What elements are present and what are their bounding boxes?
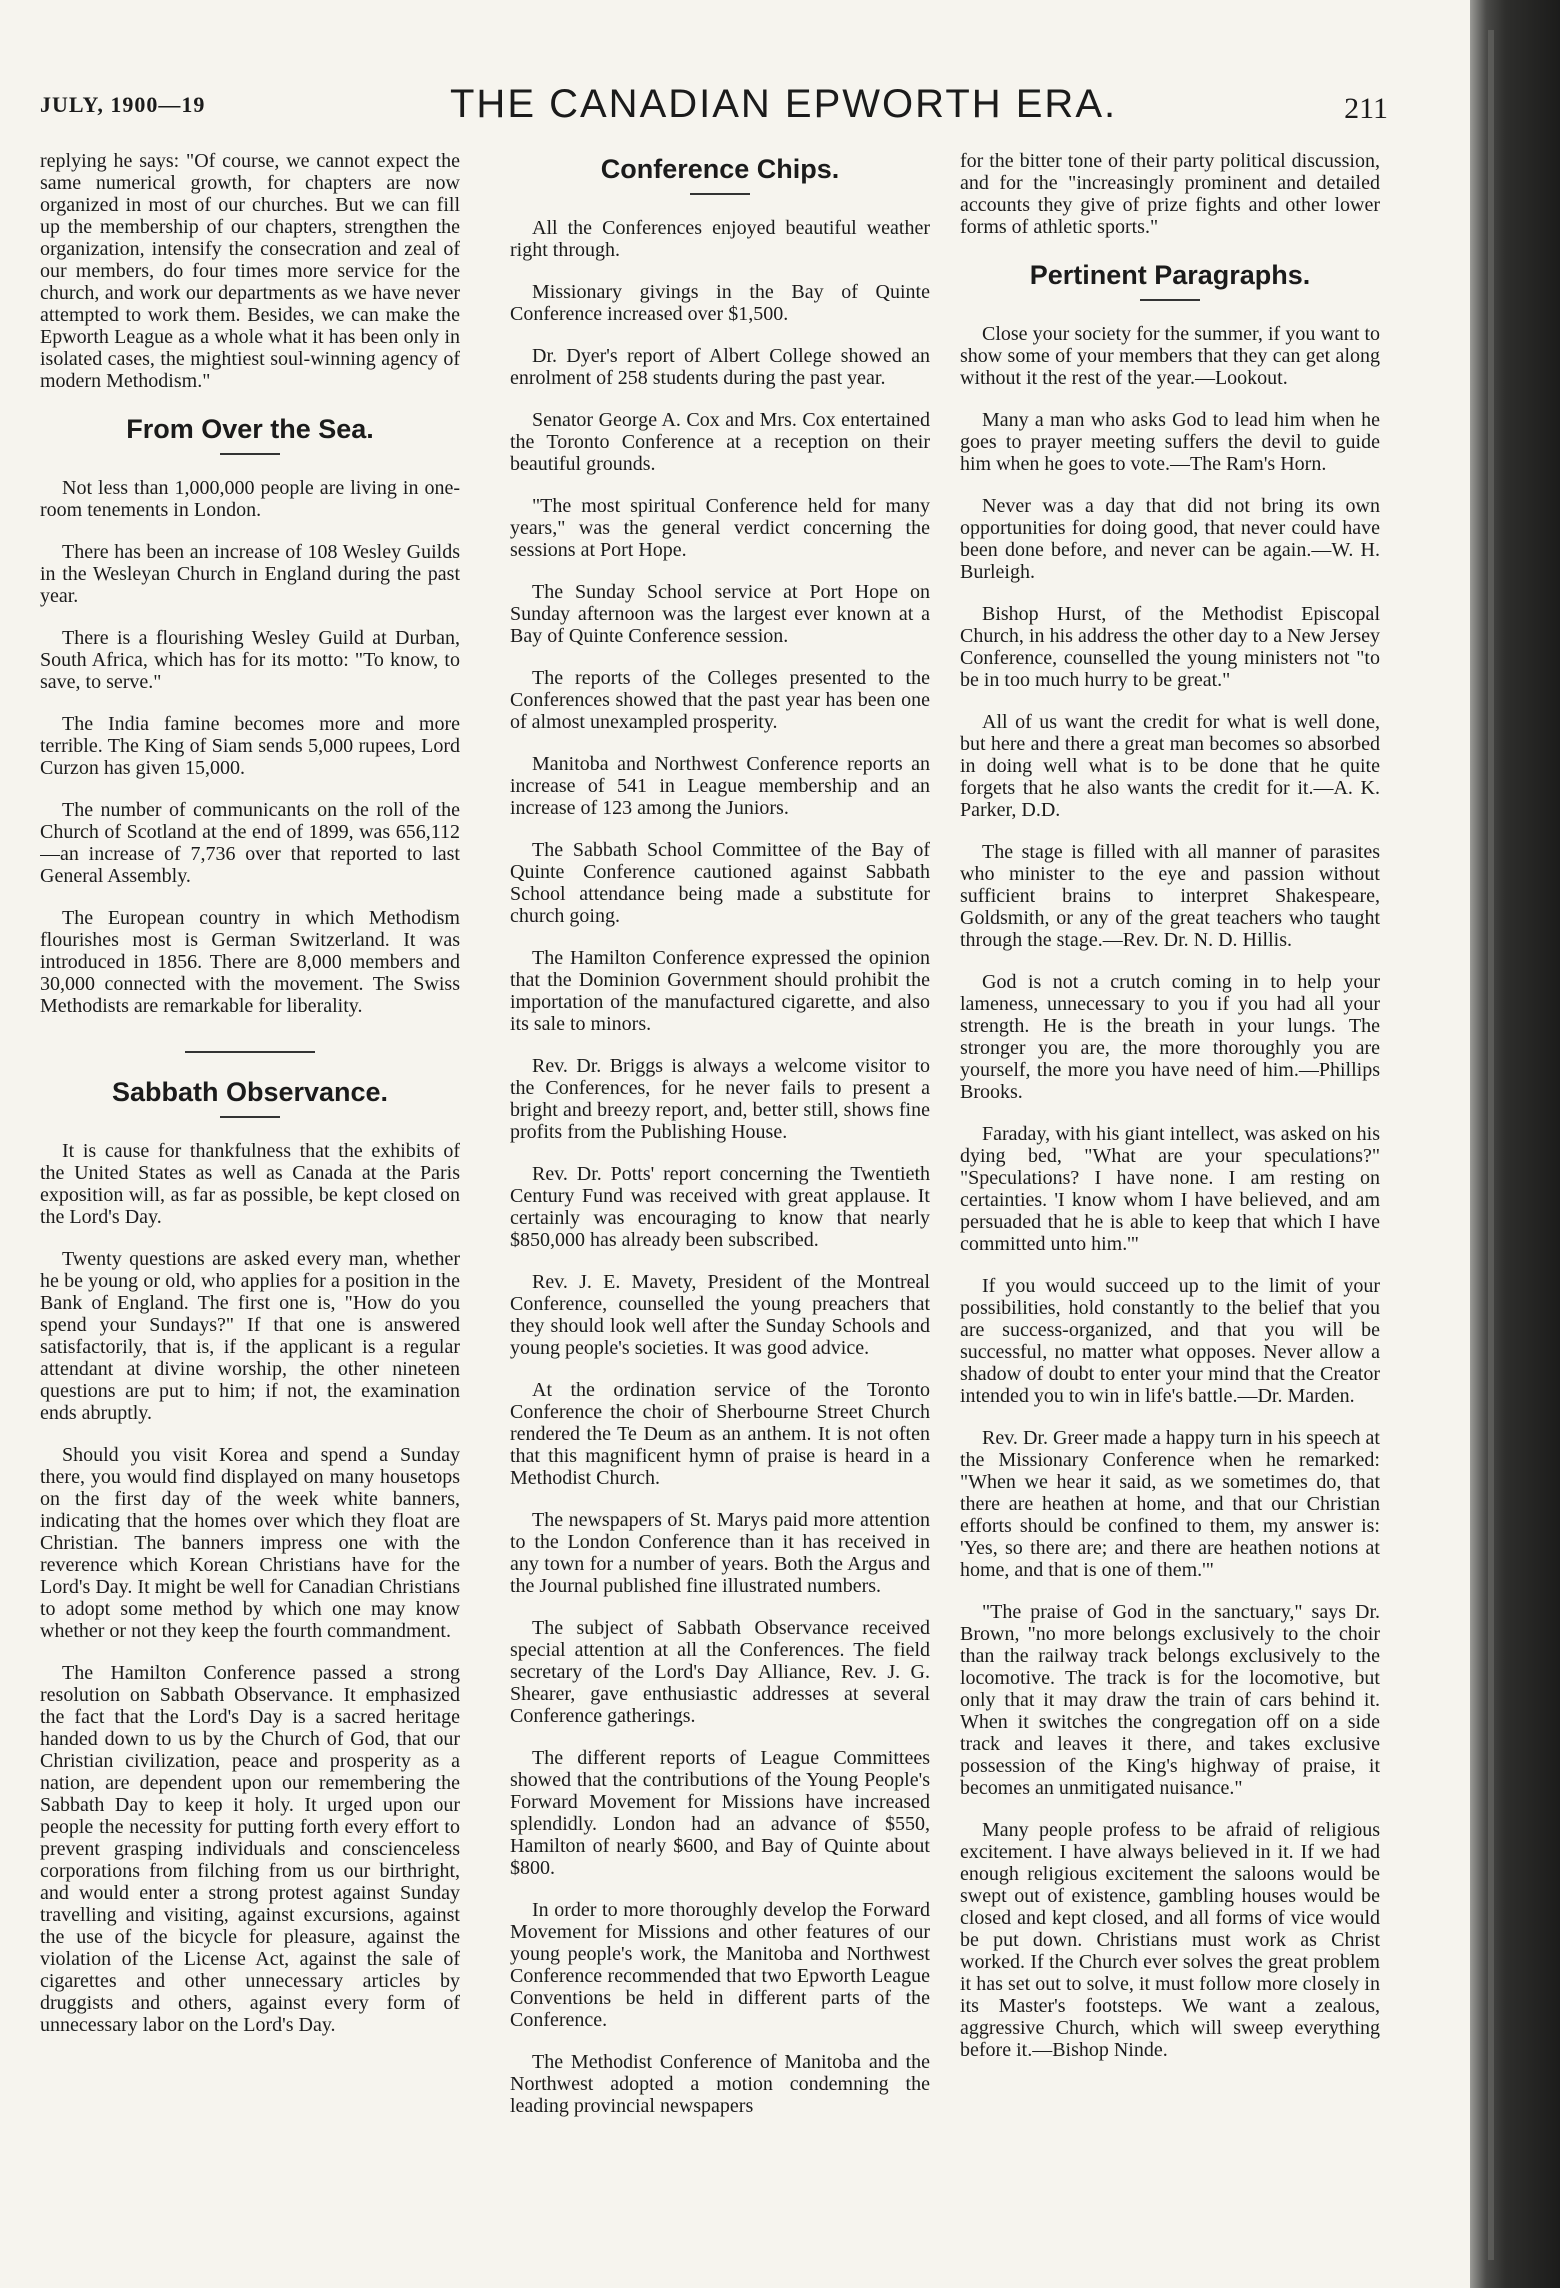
paragraph: Twenty questions are asked every man, whether he be young or old, who applies for a position in the Bank of England. The first one is, "How do you spend your Sundays?" If that one is answered satisfactorily, that is, if the applicant is a regular attendant at divine worship, the other nineteen questions are put to him; if not, the examination ends abruptly. [40,1248,460,1424]
paragraph: The number of communicants on the roll of the Church of Scotland at the end of 1899, was 656,112—an increase of 7,736 over that reported to last General Assembly. [40,799,460,887]
book-spine [1470,0,1560,2288]
paragraph: Rev. Dr. Potts' report concerning the Twentieth Century Fund was received with great applause. It certainly was encouraging to know that nearly $850,000 has already been subscribed. [510,1163,930,1251]
paragraph: Rev. J. E. Mavety, President of the Montreal Conference, counselled the young preachers that they should look well after the Sunday Schools and young people's societies. It was good advice. [510,1271,930,1359]
paragraph: There is a flourishing Wesley Guild at Durban, South Africa, which has for its motto: "To know, to save, to serve." [40,627,460,693]
paragraph: The Sabbath School Committee of the Bay of Quinte Conference cautioned against Sabbath School attendance being made a substitute for church going. [510,839,930,927]
paragraph: All of us want the credit for what is well done, but here and there a great man becomes so absorbed in doing well what is to be done that he quite forgets that he also wants the credit for it.—A. K. Parker, D.D. [960,711,1380,821]
paragraph: Never was a day that did not bring its own opportunities for doing good, that never could have been done before, and never can be again.—W. H. Burleigh. [960,495,1380,583]
paragraph: It is cause for thankfulness that the exhibits of the United States as well as Canada at the Paris exposition will, as far as possible, be kept closed on the Lord's Day. [40,1140,460,1228]
heading-rule [1140,299,1200,301]
paragraph: The subject of Sabbath Observance received special attention at all the Conferences. The field secretary of the Lord's Day Alliance, Rev. J. G. Shearer, gave enthusiastic addresses at several Conference gatherings. [510,1617,930,1727]
paragraph: Bishop Hurst, of the Methodist Episcopal Church, in his address the other day to a New Jersey Conference, counselled the young ministers not "to be in too much hurry to be great." [960,603,1380,691]
paragraph: The different reports of League Committees showed that the contributions of the Young People's Forward Movement for Missions have increased splendidly. London had an advance of $550, Hamilton of nearly $600, and Bay of Quinte about $800. [510,1747,930,1879]
paragraph: There has been an increase of 108 Wesley Guilds in the Wesleyan Church in England during the past year. [40,541,460,607]
paragraph: The stage is filled with all manner of parasites who minister to the eye and passion without sufficient brains to interpret Shakespeare, Goldsmith, or any of the great teachers who taught through the stage.—Rev. Dr. N. D. Hillis. [960,841,1380,951]
paragraph: The Hamilton Conference passed a strong resolution on Sabbath Observance. It emphasized the fact that the Lord's Day is a sacred heritage handed down to us by the Church of God, that our Christian civilization, peace and prosperity as a nation, are dependent upon our remembering the Sabbath Day to keep it holy. It urged upon our people the necessity for putting forth every effort to prevent grasping individuals and conscienceless corporations from filching from us our birthright, and would enter a strong protest against Sunday travelling and visiting, against excursions, against the use of the bicycle for pleasure, against the violation of the License Act, against the sale of cigarettes and other unnecessary articles by druggists and others, against every form of unnecessary labor on the Lord's Day. [40,1662,460,2036]
paragraph: Missionary givings in the Bay of Quinte Conference increased over $1,500. [510,281,930,325]
paragraph: Senator George A. Cox and Mrs. Cox entertained the Toronto Conference at a reception on their beautiful grounds. [510,409,930,475]
paragraph: At the ordination service of the Toronto Conference the choir of Sherbourne Street Church rendered the Te Deum as an anthem. It is not often that this magnificent hymn of praise is heard in a Methodist Church. [510,1379,930,1489]
heading-rule [220,453,280,455]
paragraph: The newspapers of St. Marys paid more attention to the London Conference than it has received in any town for a number of years. Both the Argus and the Journal published fine illustrated numbers. [510,1509,930,1597]
paragraph: Should you visit Korea and spend a Sunday there, you would find displayed on many housetops on the first day of the week white banners, indicating that the homes over which they float are Christian. The banners impress one with the reverence which Korean Christians have for the Lord's Day. It might be well for Canadian Christians to adopt some method by which one may know whether or not they keep the fourth commandment. [40,1444,460,1642]
paragraph: In order to more thoroughly develop the Forward Movement for Missions and other features of our young people's work, the Manitoba and Northwest Conference recommended that two Epworth League Conventions be held in different parts of the Conference. [510,1899,930,2031]
paragraph: The European country in which Methodism flourishes most is German Switzerland. It was introduced in 1856. There are 8,000 members and 30,000 connected with the movement. The Swiss Methodists are remarkable for liberality. [40,907,460,1017]
page-edges [1488,30,1494,2260]
paragraph: The reports of the Colleges presented to the Conferences showed that the past year has been one of almost unexampled prosperity. [510,667,930,733]
paragraph: God is not a crutch coming in to help your lameness, unnecessary to you if you had all your strength. He is the breath in your lungs. The stronger you are, the more thoroughly you are yourself, the more you have need of him.—Phillips Brooks. [960,971,1380,1103]
heading-rule [690,193,750,195]
paragraph: Many a man who asks God to lead him when he goes to prayer meeting suffers the devil to guide him when he goes to vote.—The Ram's Horn. [960,409,1380,475]
journal-title: THE CANADIAN EPWORTH ERA. [450,82,1118,126]
paragraph: Faraday, with his giant intellect, was asked on his dying bed, "What are your speculations?" "Speculations? I have none. I am resting on certainties. 'I know whom I have believed, and am persuaded that he is able to keep that which I have committed unto him.'" [960,1123,1380,1255]
paragraph: Manitoba and Northwest Conference reports an increase of 541 in League membership and an increase of 123 among the Juniors. [510,753,930,819]
paragraph: All the Conferences enjoyed beautiful weather right through. [510,217,930,261]
paragraph: Close your society for the summer, if you want to show some of your members that they can get along without it the rest of the year.—Lookout. [960,323,1380,389]
section-heading: From Over the Sea. [126,414,374,444]
paragraph: for the bitter tone of their party political discussion, and for the "increasingly prominent and detailed accounts they give of prize fights and other lower forms of athletic sports." [960,150,1380,238]
running-head [40,82,1388,132]
heading-rule [220,1116,280,1118]
paragraph: Not less than 1,000,000 people are living in one-room tenements in London. [40,477,460,521]
paragraph: "The praise of God in the sanctuary," says Dr. Brown, "no more belongs exclusively to the choir than the railway track belongs exclusively to the locomotive. The track is for the locomotive, but only that it may draw the train of cars behind it. When it switches the congregation off on a side track and leaves it there, and takes exclusive possession of the King's highway of praise, it becomes an unmitigated nuisance." [960,1601,1380,1799]
paragraph: Dr. Dyer's report of Albert College showed an enrolment of 258 students during the past year. [510,345,930,389]
paragraph: If you would succeed up to the limit of your possibilities, hold constantly to the belief that you are success-organized, and that you will be successful, no matter what opposes. Never allow a shadow of doubt to enter your mind that the Creator intended you to win in life's battle.—Dr. Marden. [960,1275,1380,1407]
issue-date: JULY, 1900—19 [40,92,206,117]
section-heading: Pertinent Paragraphs. [1029,260,1311,290]
section-heading: Sabbath Observance. [111,1077,389,1107]
column-2 [510,150,930,2270]
column-1 [40,150,460,2270]
section-heading: Conference Chips. [600,154,840,184]
paragraph: The Sunday School service at Port Hope on Sunday afternoon was the largest ever known at a Bay of Quinte Conference session. [510,581,930,647]
paragraph: The Hamilton Conference expressed the opinion that the Dominion Government should prohibit the importation of the manufactured cigarette, and also its sale to minors. [510,947,930,1035]
paragraph: Rev. Dr. Briggs is always a welcome visitor to the Conferences, for he never fails to present a bright and breezy report, and, better still, shows fine profits from the Publishing House. [510,1055,930,1143]
paragraph: The India famine becomes more and more terrible. The King of Siam sends 5,000 rupees, Lord Curzon has given 15,000. [40,713,460,779]
section-separator [185,1051,315,1053]
paragraph: Many people profess to be afraid of religious excitement. I have always believed in it. If we had enough religious excitement the saloons would be swept out of existence, gambling houses would be closed and kept closed, and all forms of vice would be put down. Christians must work as Christ worked. If the Church ever solves the great problem it has set out to solve, it must follow more closely in its Master's footsteps. We want a zealous, aggressive Church, which will sweep everything before it.—Bishop Ninde. [960,1819,1380,2061]
paragraph: replying he says: "Of course, we cannot expect the same numerical growth, for chapters are now organized in most of our churches. But we can fill up the membership of our chapters, strengthen the organization, intensify the consecration and zeal of our members, do four times more service for the church, and work our departments as we have never attempted to work them. Besides, we can make the Epworth League as a whole what it has been only in isolated cases, the mightiest soul-winning agency of modern Methodism." [40,150,460,392]
column-3 [960,150,1380,2270]
page-number: 211 [1344,92,1388,125]
paragraph: The Methodist Conference of Manitoba and the Northwest adopted a motion condemning the leading provincial newspapers [510,2051,930,2117]
paragraph: Rev. Dr. Greer made a happy turn in his speech at the Missionary Conference when he remarked: "When we hear it said, as we sometimes do, that there are heathen at home, and that our Christian efforts should be confined to them, my answer is: 'Yes, so there are; and there are heathen notions at home, and that is one of them.'" [960,1427,1380,1581]
paragraph: "The most spiritual Conference held for many years," was the general verdict concerning the sessions at Port Hope. [510,495,930,561]
